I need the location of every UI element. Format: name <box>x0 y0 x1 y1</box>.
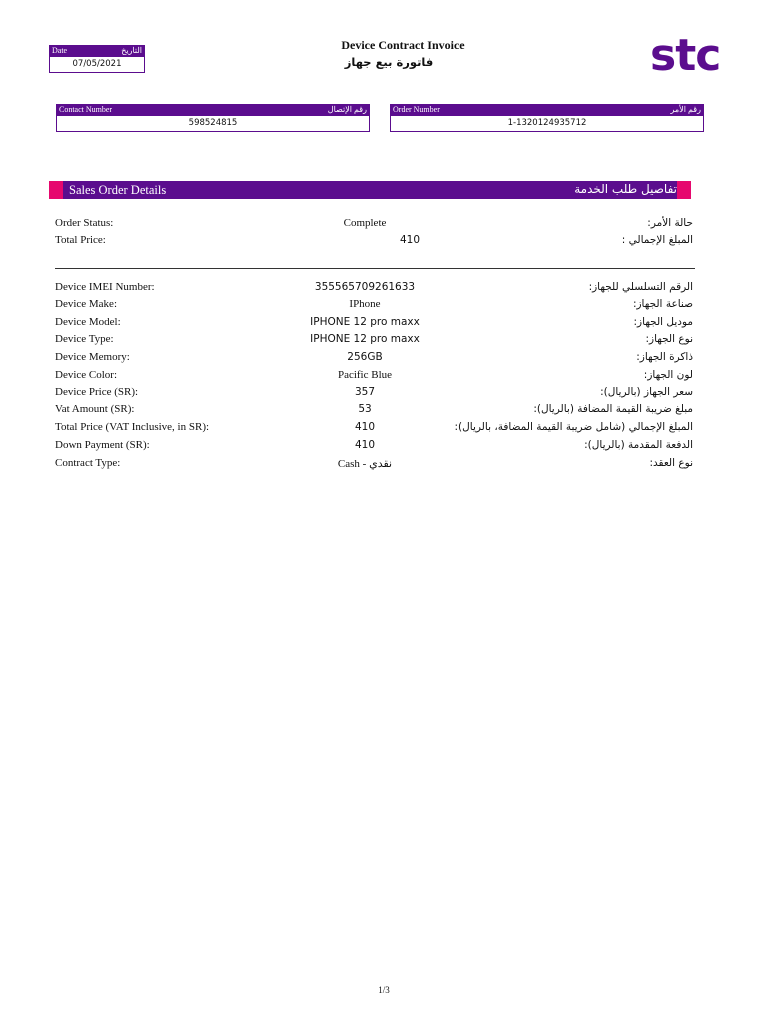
down-payment-value: 410 <box>354 439 376 451</box>
device-type-label-ar: نوع الجهاز: <box>645 333 693 345</box>
contract-type-label-ar: نوع العقد: <box>649 457 693 469</box>
order-number-box <box>390 104 704 132</box>
vat-amount-label-ar: مبلغ ضريبة القيمة المضافة (بالريال): <box>533 403 693 415</box>
order-status-value: Complete <box>343 217 387 229</box>
contract-type-value: Cash - نقدي <box>337 458 393 470</box>
total-vat-inclusive-label-ar: المبلغ الإجمالي (شامل ضريبة القيمة المضافة، بالريال): <box>454 421 693 433</box>
total-price-label: Total Price: <box>55 234 106 246</box>
device-memory-value: 256GB <box>347 351 383 363</box>
device-make-value: IPhone <box>349 298 381 310</box>
date-label-en: Date <box>52 46 68 55</box>
date-value: 07/05/2021 <box>49 57 145 73</box>
section-header-bar <box>49 181 691 199</box>
contact-number-box <box>56 104 370 132</box>
section-accent-right <box>677 181 691 199</box>
date-box <box>49 45 145 73</box>
device-model-label: Device Model: <box>55 316 121 328</box>
section-divider <box>55 268 695 269</box>
page-number: 1/3 <box>378 985 390 995</box>
contact-number-header <box>56 104 370 116</box>
order-status-row <box>55 217 695 234</box>
contact-number-label-en: Contact Number <box>59 105 113 114</box>
down-payment-label: Down Payment (SR): <box>55 439 150 451</box>
device-memory-row <box>55 351 695 368</box>
imei-value: 355565709261633 <box>314 281 416 293</box>
vat-amount-value: 53 <box>358 403 372 415</box>
contact-number-label-ar: رقم الإتصال <box>327 105 367 114</box>
device-color-label: Device Color: <box>55 369 118 381</box>
date-label-ar: التاريخ <box>121 46 142 55</box>
total-vat-inclusive-row <box>55 421 695 438</box>
device-price-row <box>55 386 695 403</box>
device-price-label-ar: سعر الجهاز (بالريال): <box>600 386 693 398</box>
section-title-en: Sales Order Details <box>69 183 167 197</box>
total-vat-inclusive-value: 410 <box>354 421 376 433</box>
down-payment-label-ar: الدفعة المقدمة (بالريال): <box>584 439 693 451</box>
total-vat-inclusive-label: Total Price (VAT Inclusive, in SR): <box>55 421 210 433</box>
date-box-header <box>49 45 145 57</box>
order-number-label-en: Order Number <box>393 105 440 114</box>
device-color-label-ar: لون الجهاز: <box>643 369 693 381</box>
imei-label: Device IMEI Number: <box>55 281 155 293</box>
order-number-label-ar: رقم الأمر <box>670 105 701 114</box>
device-color-row <box>55 369 695 386</box>
vat-amount-label: Vat Amount (SR): <box>55 403 135 415</box>
vat-amount-row <box>55 403 695 420</box>
device-make-label: Device Make: <box>55 298 117 310</box>
device-make-label-ar: صناعة الجهاز: <box>632 298 693 310</box>
device-type-row <box>55 333 695 350</box>
invoice-title-en: Device Contract Invoice <box>341 38 465 52</box>
imei-label-ar: الرقم التسلسلي للجهاز: <box>588 281 693 293</box>
device-type-label: Device Type: <box>55 333 114 345</box>
device-price-label: Device Price (SR): <box>55 386 139 398</box>
device-model-value: IPHONE 12 pro maxx <box>310 316 420 328</box>
total-price-label-ar: المبلغ الإجمالي : <box>621 234 693 246</box>
section-accent-left <box>49 181 63 199</box>
imei-row <box>55 281 695 298</box>
total-price-row <box>55 234 695 251</box>
invoice-title-ar: فاتورة بيع جهاز <box>344 55 434 69</box>
device-model-row <box>55 316 695 333</box>
device-price-value: 357 <box>354 386 376 398</box>
order-number-header <box>390 104 704 116</box>
contract-type-label: Contract Type: <box>55 457 121 469</box>
section-title-ar: تفاصيل طلب الخدمة <box>574 182 677 196</box>
device-memory-label: Device Memory: <box>55 351 130 363</box>
order-status-label-ar: حالة الأمر: <box>647 217 693 229</box>
contact-number-value: 598524815 <box>56 116 370 132</box>
device-model-label-ar: موديل الجهاز: <box>633 316 693 328</box>
stc-logo: stc <box>650 30 721 81</box>
device-memory-label-ar: ذاكرة الجهاز: <box>636 351 693 363</box>
total-price-value: 410 <box>399 234 421 246</box>
device-color-value: Pacific Blue <box>337 369 393 381</box>
order-number-value: 1-1320124935712 <box>390 116 704 132</box>
device-type-value: IPHONE 12 pro maxx <box>310 333 420 345</box>
contract-type-row <box>55 457 695 474</box>
order-status-label: Order Status: <box>55 217 114 229</box>
down-payment-row <box>55 439 695 456</box>
device-make-row <box>55 298 695 315</box>
